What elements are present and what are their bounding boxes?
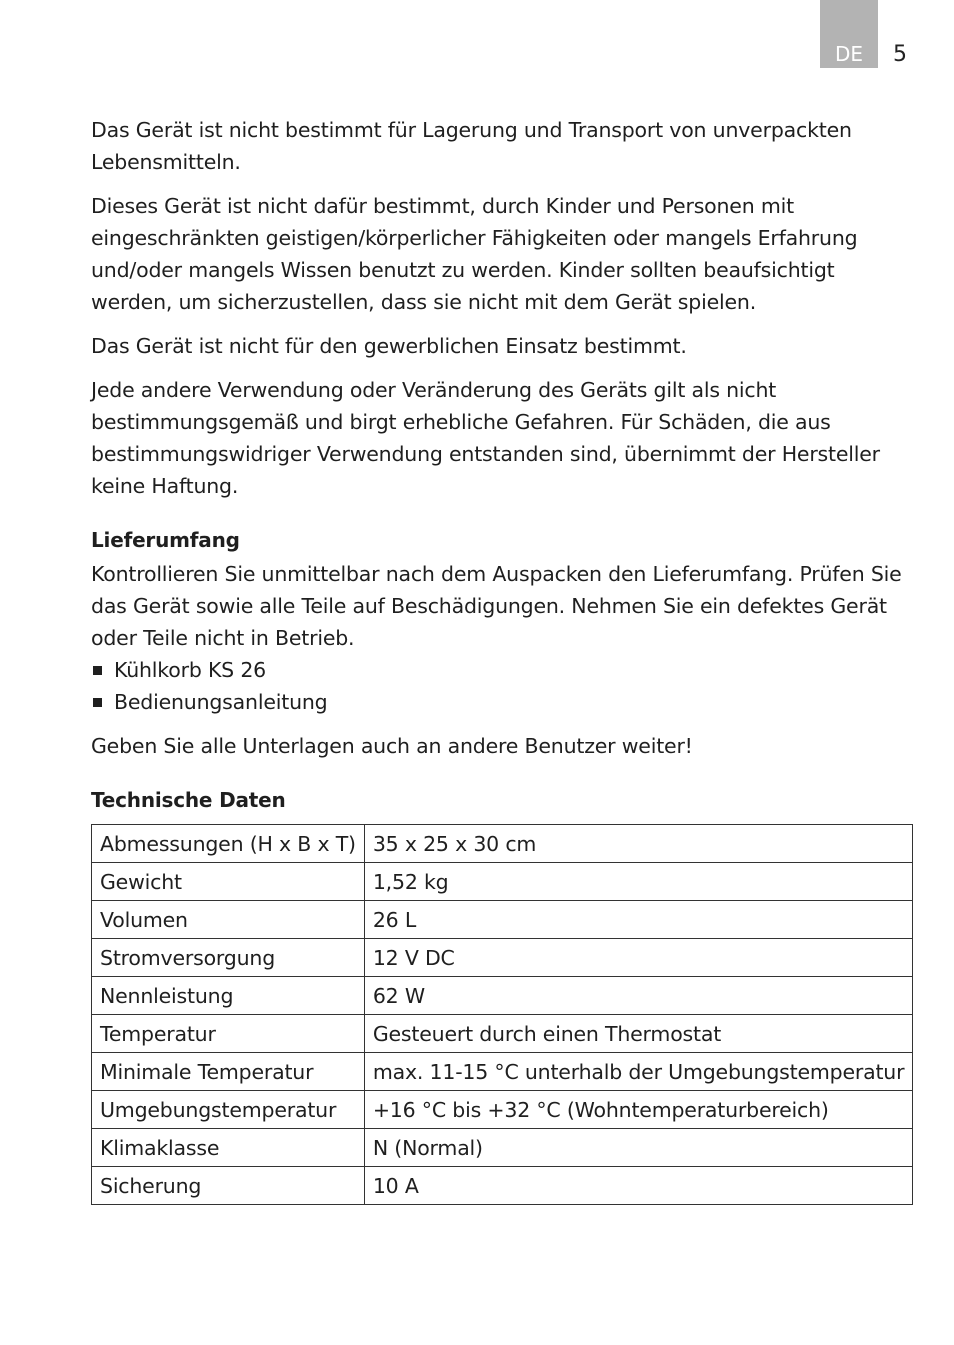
table-cell-value: Gesteuert durch einen Thermostat [364, 1015, 913, 1053]
heading-lieferumfang: Lieferumfang [91, 528, 240, 552]
heading-technische-daten: Technische Daten [91, 788, 286, 812]
table-cell-key: Minimale Temperatur [92, 1053, 365, 1091]
list-item-label: Kühlkorb KS 26 [114, 658, 267, 682]
paragraph-children: Dieses Gerät ist nicht dafür bestimmt, durch Kinder und Personen mit eingeschränkten geistigen/körperlicher Fähigkeiten oder mangels Erfahrung und/oder mangels Wissen benutzt zu werden. Kinder sollten beaufsichtigt werden, um sicherzustellen, dass sie nicht mit dem Gerät spielen. [91, 194, 858, 314]
bullet-square-icon [93, 698, 102, 707]
paragraph-note: Geben Sie alle Unterlagen auch an andere Benutzer weiter! [91, 734, 693, 758]
table-cell-value: N (Normal) [364, 1129, 913, 1167]
table-cell-value: 10 A [364, 1167, 913, 1205]
table-cell-key: Volumen [92, 901, 365, 939]
table-row [92, 1015, 913, 1053]
page-content [91, 114, 909, 1205]
table-row [92, 1091, 913, 1129]
table-row [92, 863, 913, 901]
list-item [91, 686, 909, 718]
table-cell-key: Nennleistung [92, 977, 365, 1015]
paragraph-commercial: Das Gerät ist nicht für den gewerblichen Einsatz bestimmt. [91, 334, 687, 358]
paragraph-storage: Das Gerät ist nicht bestimmt für Lagerung und Transport von unverpackten Lebensmitteln. [91, 118, 852, 174]
lieferumfang-list [91, 654, 909, 718]
table-cell-value: 62 W [364, 977, 913, 1015]
spec-table [91, 824, 913, 1205]
table-row [92, 1167, 913, 1205]
bullet-square-icon [93, 666, 102, 675]
table-cell-value: max. 11-15 °C unterhalb der Umgebungstemperatur [364, 1053, 913, 1091]
table-row [92, 1129, 913, 1167]
table-cell-value: 35 x 25 x 30 cm [364, 825, 913, 863]
page-number: 5 [893, 42, 907, 67]
table-cell-key: Stromversorgung [92, 939, 365, 977]
paragraph-misuse: Jede andere Verwendung oder Veränderung des Geräts gilt als nicht bestimmungsgemäß und birgt erhebliche Gefahren. Für Schäden, die aus bestimmungswidriger Verwendung entstanden sind, übernimmt der Hersteller keine Haftung. [91, 378, 880, 498]
table-cell-value: 12 V DC [364, 939, 913, 977]
list-item [91, 654, 909, 686]
table-row [92, 1053, 913, 1091]
table-cell-key: Gewicht [92, 863, 365, 901]
table-row [92, 901, 913, 939]
list-item-label: Bedienungsanleitung [114, 690, 328, 714]
table-row [92, 977, 913, 1015]
language-tab: DE [820, 0, 878, 68]
table-row [92, 825, 913, 863]
paragraph-lieferumfang: Kontrollieren Sie unmittelbar nach dem Auspacken den Lieferumfang. Prüfen Sie das Gerät sowie alle Teile auf Beschädigungen. Nehmen Sie ein defektes Gerät oder Teile nicht in Betrieb. [91, 562, 902, 650]
table-cell-key: Temperatur [92, 1015, 365, 1053]
table-cell-key: Umgebungstemperatur [92, 1091, 365, 1129]
table-cell-key: Klimaklasse [92, 1129, 365, 1167]
table-cell-value: 1,52 kg [364, 863, 913, 901]
table-cell-key: Abmessungen (H x B x T) [92, 825, 365, 863]
table-cell-value: +16 °C bis +32 °C (Wohntemperaturbereich) [364, 1091, 913, 1129]
table-cell-value: 26 L [364, 901, 913, 939]
table-row [92, 939, 913, 977]
table-cell-key: Sicherung [92, 1167, 365, 1205]
